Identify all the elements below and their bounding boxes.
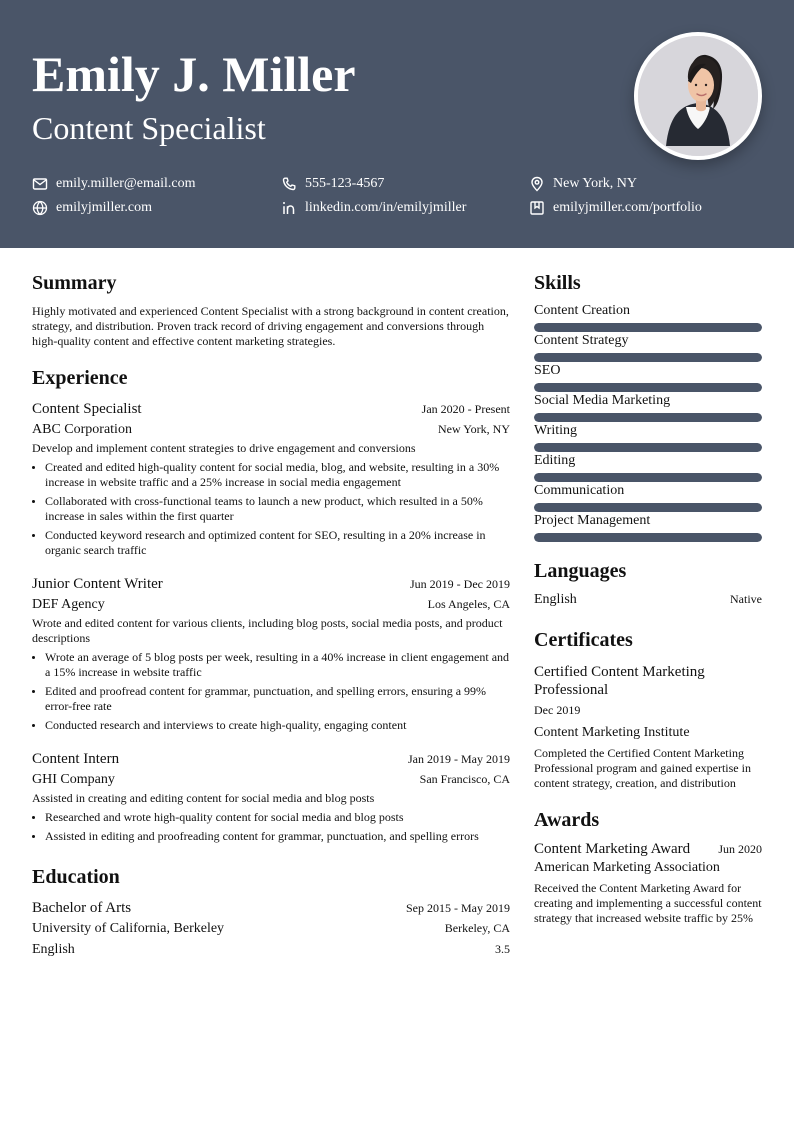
language-level: Native — [730, 592, 762, 606]
job-header-row — [32, 574, 510, 594]
candidate-name: Emily J. Miller — [32, 46, 356, 102]
job-title: Content Specialist — [32, 401, 142, 417]
phone-icon — [281, 176, 297, 192]
bullet-item: Conducted research and interviews to create high-quality, engaging content — [32, 718, 510, 733]
job-location: San Francisco, CA — [419, 772, 510, 786]
job-company-row — [32, 769, 510, 790]
job-dates: Jan 2019 - May 2019 — [408, 752, 510, 766]
contact-location-text: New York, NY — [553, 176, 638, 191]
education-section — [32, 864, 510, 960]
certificates-heading: Certificates — [534, 629, 633, 651]
job-bullets — [32, 460, 510, 558]
skill-bar-fill — [534, 323, 762, 332]
contact-phone[interactable] — [281, 176, 384, 192]
job-location: Los Angeles, CA — [427, 597, 510, 611]
summary-heading: Summary — [32, 272, 117, 294]
skill-bar-fill — [534, 503, 762, 512]
header-banner — [0, 0, 794, 248]
summary-section — [32, 270, 510, 349]
job-company-row — [32, 594, 510, 615]
awards-heading: Awards — [534, 809, 600, 831]
certificate-issuer: Content Marketing Institute — [534, 725, 690, 740]
awards-section — [534, 807, 762, 926]
job-dates: Jun 2019 - Dec 2019 — [410, 577, 510, 591]
contact-portfolio-text: emilyjmiller.com/portfolio — [553, 200, 702, 215]
skill-item — [534, 452, 762, 482]
job-header-row — [32, 399, 510, 419]
job-title: Junior Content Writer — [32, 576, 163, 592]
job-title: Content Intern — [32, 751, 120, 767]
skill-item — [534, 332, 762, 362]
school-name: University of California, Berkeley — [32, 921, 225, 936]
location-pin-icon — [529, 176, 545, 192]
skill-item — [534, 482, 762, 512]
job-company-row — [32, 419, 510, 440]
language-row — [534, 590, 762, 609]
bullet-item: Edited and proofread content for grammar, punctuation, and spelling errors, ensuring a 99% error-free rate — [32, 684, 510, 714]
avatar — [634, 32, 762, 160]
sidebar-column — [534, 270, 762, 926]
contact-email[interactable] — [32, 176, 196, 192]
award-description: Received the Content Marketing Award for creating and implementing a successful content strategy that increased website traffic by 25% — [534, 881, 762, 925]
award-header-row — [534, 839, 762, 859]
skill-bar — [534, 503, 762, 512]
job-entry — [32, 399, 510, 558]
skill-label: Communication — [534, 483, 625, 498]
skill-label: SEO — [534, 363, 561, 378]
skill-label: Social Media Marketing — [534, 393, 671, 408]
job-dates: Jan 2020 - Present — [421, 402, 510, 416]
job-header-row — [32, 749, 510, 769]
language-name: English — [534, 592, 577, 607]
contact-website-text: emilyjmiller.com — [56, 200, 153, 215]
certificates-section — [534, 627, 762, 791]
contact-portfolio[interactable] — [529, 200, 702, 216]
skill-bar — [534, 353, 762, 362]
experience-heading: Experience — [32, 367, 128, 389]
job-description: Develop and implement content strategies to drive engagement and conversions — [32, 441, 416, 455]
bullet-item: Assisted in editing and proofreading content for grammar, punctuation, and spelling errors — [32, 829, 510, 844]
job-entry — [32, 749, 510, 844]
skills-heading: Skills — [534, 272, 581, 294]
degree-name: Bachelor of Arts — [32, 900, 132, 916]
education-heading: Education — [32, 866, 120, 888]
job-bullets — [32, 810, 510, 844]
skill-item — [534, 512, 762, 542]
skill-bar-fill — [534, 383, 762, 392]
education-entry — [32, 898, 510, 960]
languages-section — [534, 558, 762, 609]
skill-bar-fill — [534, 443, 762, 452]
skill-label: Content Strategy — [534, 333, 629, 348]
skill-bar — [534, 533, 762, 542]
company-name: GHI Company — [32, 772, 115, 787]
skill-bar — [534, 413, 762, 422]
company-name: DEF Agency — [32, 597, 105, 612]
skill-item — [534, 392, 762, 422]
school-location: Berkeley, CA — [444, 921, 510, 935]
skill-item — [534, 422, 762, 452]
award-title: Content Marketing Award — [534, 841, 691, 857]
bullet-item: Wrote an average of 5 blog posts per week, resulting in a 40% increase in client engagement and a 15% increase in website traffic — [32, 650, 510, 680]
education-field-row — [32, 939, 510, 960]
skill-bar-fill — [534, 533, 762, 542]
skill-bar-fill — [534, 473, 762, 482]
field-of-study: English — [32, 942, 75, 957]
profile-photo-illustration — [638, 36, 758, 156]
job-description: Assisted in creating and editing content for social media and blog posts — [32, 791, 375, 805]
skill-item — [534, 302, 762, 332]
candidate-title: Content Specialist — [32, 110, 266, 146]
skill-bar — [534, 443, 762, 452]
bullet-item: Conducted keyword research and optimized content for SEO, resulting in a 20% increase in organic search traffic — [32, 528, 510, 558]
globe-icon — [32, 200, 48, 216]
contact-location — [529, 176, 637, 192]
certificate-title: Certified Content Marketing Professional — [534, 664, 705, 698]
summary-text: Highly motivated and experienced Content Specialist with a strong background in content creation, strategy, and distribution. Proven track record of driving engagement and conversions through high-quality content and effective content marketing strategies. — [32, 304, 509, 348]
linkedin-icon — [281, 200, 297, 216]
bullet-item: Collaborated with cross-functional teams to launch a new product, which resulted in a 50% increase in sales within the first quarter — [32, 494, 510, 524]
education-dates: Sep 2015 - May 2019 — [406, 901, 510, 915]
education-school-row — [32, 918, 510, 939]
certificate-date: Dec 2019 — [534, 703, 581, 717]
gpa: 3.5 — [495, 942, 510, 956]
contact-linkedin-text: linkedin.com/in/emilyjmiller — [305, 200, 467, 215]
contact-phone-text: 555-123-4567 — [305, 176, 385, 191]
experience-section — [32, 365, 510, 844]
job-description: Wrote and edited content for various clients, including blog posts, social media posts, and product descriptions — [32, 616, 503, 645]
job-bullets — [32, 650, 510, 733]
contact-linkedin[interactable] — [281, 200, 466, 216]
mail-icon — [32, 176, 48, 192]
skill-bar — [534, 323, 762, 332]
certificate-description: Completed the Certified Content Marketing Professional program and gained expertise in content strategy, creation, and distribution — [534, 746, 751, 790]
skill-bar — [534, 383, 762, 392]
skill-bar-fill — [534, 353, 762, 362]
languages-heading: Languages — [534, 560, 627, 582]
job-entry — [32, 574, 510, 733]
skill-label: Writing — [534, 423, 577, 438]
award-date: Jun 2020 — [718, 842, 762, 856]
skill-bar-fill — [534, 413, 762, 422]
job-location: New York, NY — [437, 422, 510, 436]
award-issuer: American Marketing Association — [534, 860, 720, 875]
main-column — [32, 270, 510, 960]
skill-label: Content Creation — [534, 303, 631, 318]
skill-item — [534, 362, 762, 392]
portfolio-icon — [529, 200, 545, 216]
contact-email-text: emily.miller@email.com — [56, 176, 196, 191]
skill-label: Project Management — [534, 513, 651, 528]
company-name: ABC Corporation — [32, 422, 132, 437]
education-degree-row — [32, 898, 510, 918]
skill-label: Editing — [534, 453, 576, 468]
bullet-item: Researched and wrote high-quality content for social media and blog posts — [32, 810, 510, 825]
contact-website[interactable] — [32, 200, 152, 216]
bullet-item: Created and edited high-quality content for social media, blog, and website, resulting in a 30% increase in website traffic and a 25% increase in social media engagement — [32, 460, 510, 490]
skills-section — [534, 270, 762, 542]
skills-list — [534, 302, 762, 542]
skill-bar — [534, 473, 762, 482]
